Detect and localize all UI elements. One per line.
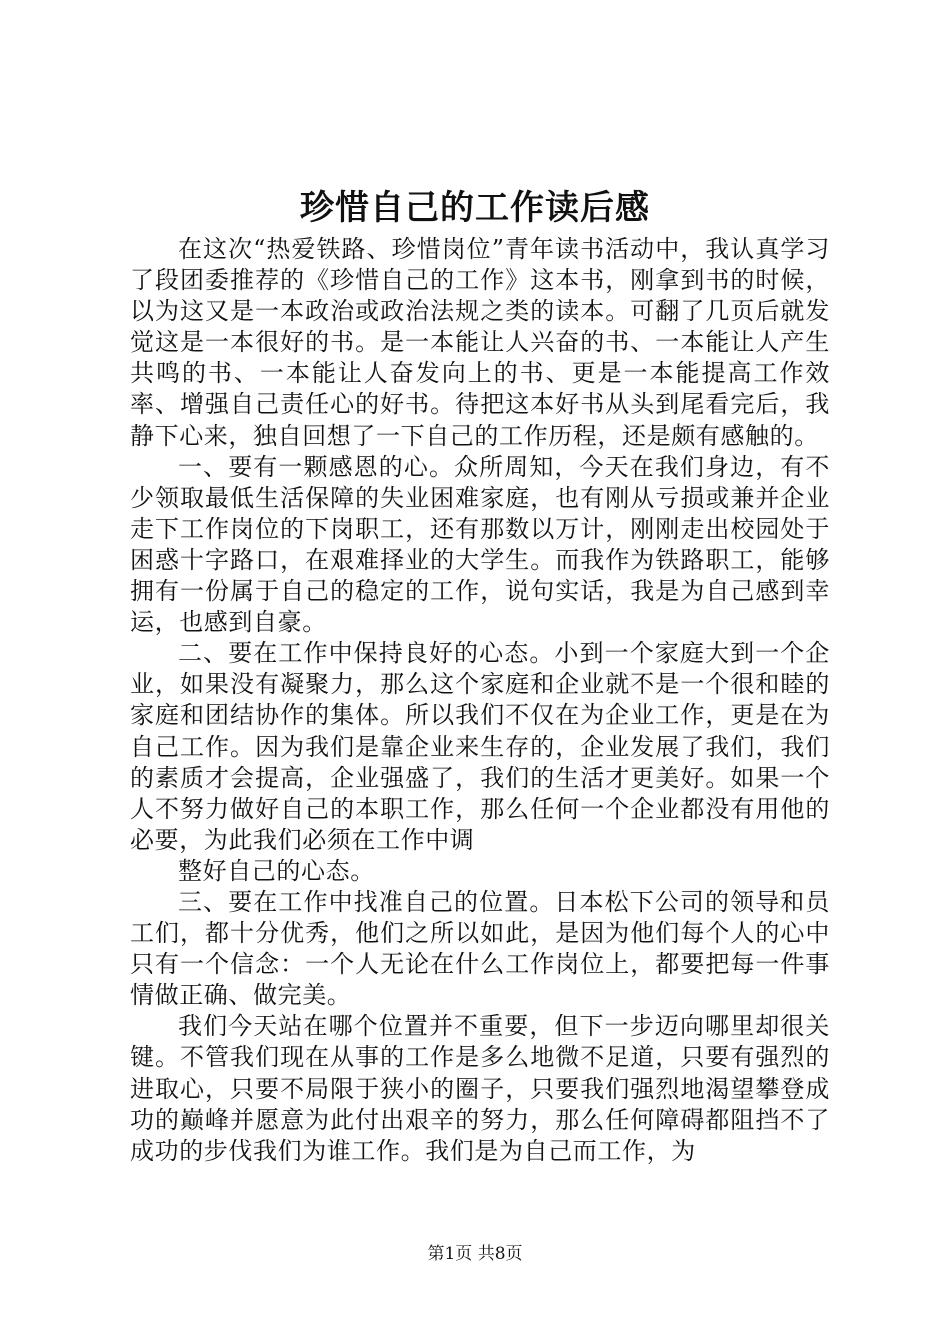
page-number: 第1页: [427, 1244, 473, 1264]
paragraph-gratitude: 一、要有一颗感恩的心。众所周知，今天在我们身边，有不少领取最低生活保障的失业困难家庭，也有刚从亏损或兼并企业走下工作岗位的下岗职工，还有那数以万计，刚刚走出校园处于困惑十字路口，在艰难择业的大学生。而我作为铁路职工，能够拥有一份属于自己的稳定的工作，说句实话，我是为自己感到幸运，也感到自豪。: [130, 452, 830, 637]
paragraph-attitude: 二、要在工作中保持良好的心态。小到一个家庭大到一个企业，如果没有凝聚力，那么这个家庭和企业就不是一个很和睦的家庭和团结协作的集体。所以我们不仅在为企业工作，更是在为自己工作。因为我们是靠企业来生存的，企业发展了我们，我们的素质才会提高，企业强盛了，我们的生活才更美好。如果一个人不努力做好自己的本职工作，那么任何一个企业都没有用他的必要，为此我们必须在工作中调: [130, 639, 830, 854]
document-body: [130, 234, 830, 1167]
paragraph-next-step: 我们今天站在哪个位置并不重要，但下一步迈向哪里却很关键。不管我们现在从事的工作是多么地微不足道，只要有强烈的进取心，只要不局限于狭小的圈子，只要我们强烈地渴望攀登成功的巅峰并愿意为此付出艰辛的努力，那么任何障碍都阻挡不了成功的步伐我们为谁工作。我们是为自己而工作，为: [130, 1012, 830, 1165]
paragraph-position: 三、要在工作中找准自己的位置。日本松下公司的领导和员工们，都十分优秀，他们之所以如此，是因为他们每个人的心中只有一个信念：一个人无论在什么工作岗位上，都要把每一件事情做正确、做完美。: [130, 887, 830, 1010]
paragraph-attitude-continued: 整好自己的心态。: [178, 856, 375, 885]
document-title: 珍惜自己的工作读后感: [300, 188, 650, 228]
page-footer: [0, 1242, 950, 1266]
page-total: 共8页: [477, 1244, 523, 1264]
paragraph-intro: 在这次“热爱铁路、珍惜岗位”青年读书活动中，我认真学习了段团委推荐的《珍惜自己的工作》这本书，刚拿到书的时候，以为这又是一本政治或政治法规之类的读本。可翻了几页后就发觉这是一本很好的书。是一本能让人兴奋的书、一本能让人产生共鸣的书、一本能让人奋发向上的书、更是一本能提高工作效率、增强自己责任心的好书。待把这本好书从头到尾看完后，我静下心来，独自回想了一下自己的工作历程，还是颇有感触的。: [130, 235, 830, 450]
